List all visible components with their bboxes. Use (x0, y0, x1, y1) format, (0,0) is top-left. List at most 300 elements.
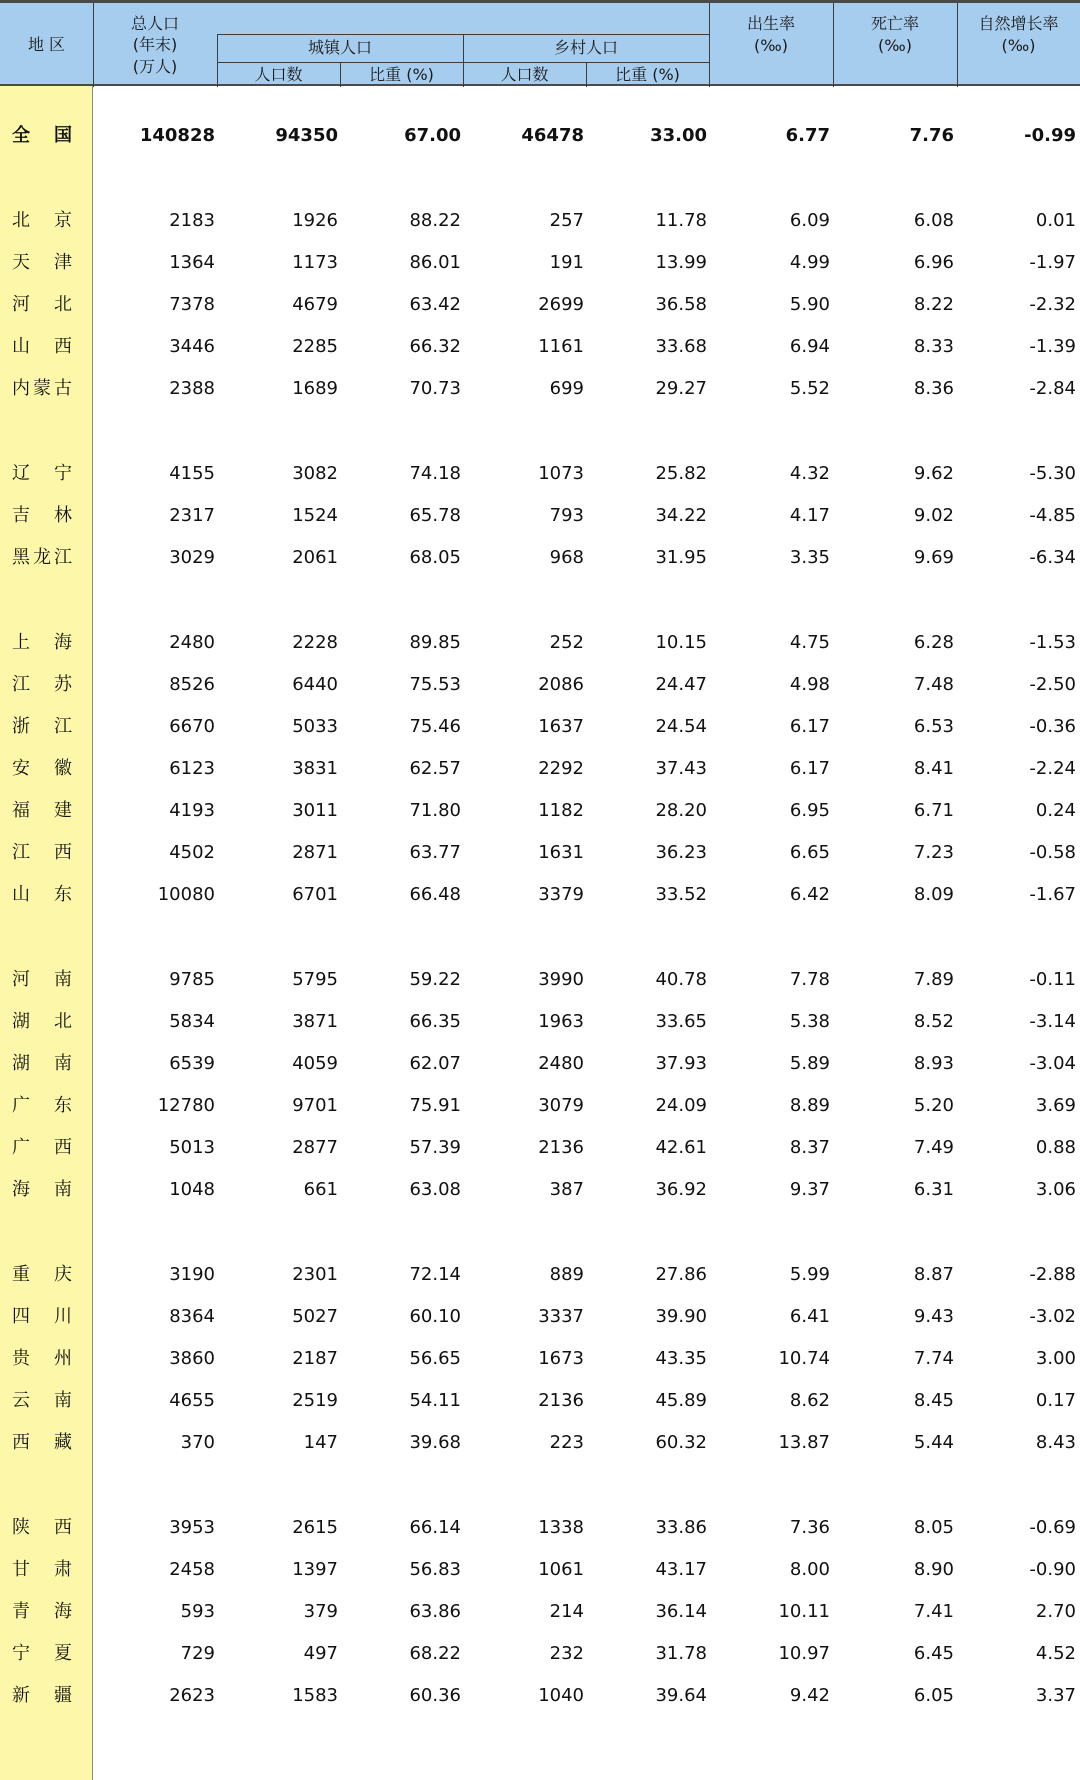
cell-natural-growth: 3.00 (1035, 1348, 1076, 1369)
cell-region: 山 西 (12, 336, 72, 357)
cell-death-rate: 6.71 (913, 800, 954, 821)
header-total-line-2: (年末) (132, 35, 178, 55)
cell-region: 内蒙古 (12, 378, 72, 399)
cell-urban-share: 66.32 (409, 336, 461, 357)
cell-birth-rate: 5.99 (789, 1264, 830, 1285)
cell-urban-population: 3871 (292, 1011, 338, 1032)
cell-region: 上 海 (12, 632, 72, 653)
cell-death-rate: 5.44 (913, 1432, 954, 1453)
cell-urban-population: 1926 (292, 210, 338, 231)
cell-total-population: 140828 (139, 125, 215, 146)
cell-rural-share: 31.78 (655, 1643, 707, 1664)
cell-natural-growth: -0.99 (1024, 125, 1076, 146)
cell-natural-growth: -0.11 (1029, 969, 1076, 990)
cell-birth-rate: 5.89 (789, 1053, 830, 1074)
cell-death-rate: 8.05 (913, 1517, 954, 1538)
header-urban-count: 人口数 (254, 64, 303, 84)
cell-birth-rate: 6.09 (789, 210, 830, 231)
cell-rural-share: 33.68 (655, 336, 707, 357)
cell-urban-share: 75.46 (409, 716, 461, 737)
cell-natural-growth: -2.24 (1029, 758, 1076, 779)
cell-natural-growth: 2.70 (1035, 1601, 1076, 1622)
cell-rural-population: 3337 (538, 1306, 584, 1327)
cell-total-population: 3029 (169, 547, 215, 568)
cell-region: 甘 肃 (12, 1559, 72, 1580)
table-row (0, 1342, 1080, 1376)
cell-rural-population: 1963 (538, 1011, 584, 1032)
table-row (0, 752, 1080, 786)
cell-natural-growth: -2.50 (1029, 674, 1076, 695)
table-row (0, 541, 1080, 575)
cell-total-population: 2480 (169, 632, 215, 653)
cell-total-population: 3446 (169, 336, 215, 357)
cell-rural-population: 1040 (538, 1685, 584, 1706)
cell-urban-share: 68.05 (409, 547, 461, 568)
cell-birth-rate: 8.89 (789, 1095, 830, 1116)
cell-total-population: 2458 (169, 1559, 215, 1580)
cell-rural-population: 2480 (538, 1053, 584, 1074)
table-row (0, 1300, 1080, 1334)
cell-total-population: 593 (180, 1601, 215, 1622)
cell-total-population: 3190 (169, 1264, 215, 1285)
header-urban-group: 城镇人口 (307, 38, 372, 58)
table-row (0, 1047, 1080, 1081)
header-death-line-1: 死亡率 (870, 14, 919, 33)
cell-rural-share: 36.23 (655, 842, 707, 863)
table-row (0, 1679, 1080, 1713)
cell-urban-population: 2877 (292, 1137, 338, 1158)
cell-total-population: 3860 (169, 1348, 215, 1369)
cell-urban-population: 2301 (292, 1264, 338, 1285)
cell-rural-population: 191 (549, 252, 584, 273)
cell-rural-share: 43.17 (655, 1559, 707, 1580)
cell-rural-population: 2086 (538, 674, 584, 695)
cell-urban-population: 4059 (292, 1053, 338, 1074)
cell-natural-growth: -4.85 (1029, 505, 1076, 526)
cell-rural-share: 36.58 (655, 294, 707, 315)
cell-region: 重 庆 (12, 1264, 72, 1285)
cell-urban-share: 59.22 (409, 969, 461, 990)
cell-birth-rate: 10.97 (778, 1643, 830, 1664)
cell-total-population: 2317 (169, 505, 215, 526)
cell-region: 湖 北 (12, 1011, 72, 1032)
cell-urban-share: 66.14 (409, 1517, 461, 1538)
cell-death-rate: 8.87 (913, 1264, 954, 1285)
cell-natural-growth: -3.14 (1029, 1011, 1076, 1032)
cell-birth-rate: 6.42 (789, 884, 830, 905)
cell-rural-share: 45.89 (655, 1390, 707, 1411)
cell-total-population: 4193 (169, 800, 215, 821)
table-row (0, 246, 1080, 280)
cell-rural-share: 13.99 (655, 252, 707, 273)
cell-rural-share: 33.00 (650, 125, 707, 146)
table-row (0, 499, 1080, 533)
cell-urban-share: 63.42 (409, 294, 461, 315)
cell-death-rate: 5.20 (913, 1095, 954, 1116)
cell-total-population: 1048 (169, 1179, 215, 1200)
cell-rural-population: 2292 (538, 758, 584, 779)
cell-urban-share: 54.11 (409, 1390, 461, 1411)
cell-rural-share: 24.54 (655, 716, 707, 737)
cell-total-population: 10080 (157, 884, 215, 905)
table-row (0, 204, 1080, 238)
cell-death-rate: 8.33 (913, 336, 954, 357)
cell-rural-share: 42.61 (655, 1137, 707, 1158)
table-row (0, 1637, 1080, 1671)
cell-rural-share: 10.15 (655, 632, 707, 653)
cell-total-population: 4655 (169, 1390, 215, 1411)
cell-rural-population: 214 (549, 1601, 584, 1622)
cell-rural-population: 2136 (538, 1390, 584, 1411)
cell-region: 北 京 (12, 210, 72, 231)
cell-total-population: 2623 (169, 1685, 215, 1706)
header-rural-group: 乡村人口 (553, 38, 618, 58)
cell-urban-population: 1689 (292, 378, 338, 399)
cell-birth-rate: 13.87 (778, 1432, 830, 1453)
cell-total-population: 2183 (169, 210, 215, 231)
cell-urban-population: 2285 (292, 336, 338, 357)
cell-birth-rate: 4.98 (789, 674, 830, 695)
cell-total-population: 4502 (169, 842, 215, 863)
table-row (0, 288, 1080, 322)
table-row (0, 457, 1080, 491)
cell-region: 陕 西 (12, 1517, 72, 1538)
cell-total-population: 3953 (169, 1517, 215, 1538)
cell-urban-share: 60.10 (409, 1306, 461, 1327)
cell-urban-share: 68.22 (409, 1643, 461, 1664)
cell-region: 新 疆 (12, 1685, 72, 1706)
cell-urban-share: 62.07 (409, 1053, 461, 1074)
cell-death-rate: 7.74 (913, 1348, 954, 1369)
cell-rural-population: 3990 (538, 969, 584, 990)
cell-urban-population: 147 (303, 1432, 338, 1453)
table-row (0, 372, 1080, 406)
cell-region: 天 津 (12, 252, 72, 273)
cell-urban-share: 57.39 (409, 1137, 461, 1158)
cell-death-rate: 6.31 (913, 1179, 954, 1200)
cell-urban-population: 2228 (292, 632, 338, 653)
cell-birth-rate: 4.17 (789, 505, 830, 526)
cell-region: 安 徽 (12, 758, 72, 779)
cell-natural-growth: -2.88 (1029, 1264, 1076, 1285)
cell-rural-share: 36.92 (655, 1179, 707, 1200)
cell-total-population: 12780 (157, 1095, 215, 1116)
cell-natural-growth: -2.32 (1029, 294, 1076, 315)
cell-natural-growth: 8.43 (1035, 1432, 1076, 1453)
cell-region: 河 北 (12, 294, 72, 315)
table-row (0, 1258, 1080, 1292)
cell-rural-share: 31.95 (655, 547, 707, 568)
header-growth-line-1: 自然增长率 (978, 14, 1059, 33)
table-row (0, 794, 1080, 828)
cell-death-rate: 8.45 (913, 1390, 954, 1411)
cell-birth-rate: 4.99 (789, 252, 830, 273)
cell-region: 浙 江 (12, 716, 72, 737)
cell-rural-population: 2136 (538, 1137, 584, 1158)
cell-urban-population: 3011 (292, 800, 338, 821)
cell-region: 广 西 (12, 1137, 72, 1158)
cell-total-population: 9785 (169, 969, 215, 990)
cell-rural-share: 29.27 (655, 378, 707, 399)
cell-region: 全 国 (12, 125, 72, 146)
table-row (0, 1131, 1080, 1165)
cell-urban-share: 67.00 (404, 125, 461, 146)
cell-urban-population: 5027 (292, 1306, 338, 1327)
cell-urban-population: 5033 (292, 716, 338, 737)
header-region: 地 区 (27, 35, 66, 55)
cell-total-population: 2388 (169, 378, 215, 399)
cell-region: 辽 宁 (12, 463, 72, 484)
cell-urban-population: 1583 (292, 1685, 338, 1706)
table-row (0, 836, 1080, 870)
cell-region: 贵 州 (12, 1348, 72, 1369)
cell-birth-rate: 7.78 (789, 969, 830, 990)
cell-natural-growth: -1.53 (1029, 632, 1076, 653)
cell-rural-share: 60.32 (655, 1432, 707, 1453)
cell-region: 湖 南 (12, 1053, 72, 1074)
cell-rural-population: 46478 (521, 125, 584, 146)
cell-urban-population: 6440 (292, 674, 338, 695)
cell-urban-share: 88.22 (409, 210, 461, 231)
cell-rural-share: 33.65 (655, 1011, 707, 1032)
header-birth-line-2: (‰) (754, 35, 788, 55)
cell-death-rate: 7.49 (913, 1137, 954, 1158)
cell-rural-population: 793 (549, 505, 584, 526)
cell-birth-rate: 9.42 (789, 1685, 830, 1706)
table-row-national (0, 119, 1080, 153)
cell-death-rate: 8.22 (913, 294, 954, 315)
cell-birth-rate: 5.52 (789, 378, 830, 399)
cell-rural-share: 37.43 (655, 758, 707, 779)
cell-region: 广 东 (12, 1095, 72, 1116)
cell-rural-share: 24.47 (655, 674, 707, 695)
cell-region: 黑龙江 (12, 547, 72, 568)
cell-rural-population: 1161 (538, 336, 584, 357)
cell-urban-share: 70.73 (409, 378, 461, 399)
cell-birth-rate: 8.62 (789, 1390, 830, 1411)
table-row (0, 1553, 1080, 1587)
table-row (0, 1511, 1080, 1545)
table-row (0, 1595, 1080, 1629)
cell-rural-share: 34.22 (655, 505, 707, 526)
cell-birth-rate: 3.35 (789, 547, 830, 568)
cell-rural-share: 33.86 (655, 1517, 707, 1538)
cell-urban-population: 94350 (275, 125, 338, 146)
cell-death-rate: 9.02 (913, 505, 954, 526)
cell-urban-share: 86.01 (409, 252, 461, 273)
cell-rural-population: 968 (549, 547, 584, 568)
cell-death-rate: 7.76 (909, 125, 954, 146)
cell-natural-growth: -1.97 (1029, 252, 1076, 273)
cell-birth-rate: 9.37 (789, 1179, 830, 1200)
cell-total-population: 729 (180, 1643, 215, 1664)
cell-birth-rate: 6.94 (789, 336, 830, 357)
table-row (0, 1005, 1080, 1039)
cell-birth-rate: 6.41 (789, 1306, 830, 1327)
cell-natural-growth: 3.37 (1035, 1685, 1076, 1706)
cell-death-rate: 8.90 (913, 1559, 954, 1580)
cell-rural-share: 37.93 (655, 1053, 707, 1074)
cell-natural-growth: -0.36 (1029, 716, 1076, 737)
cell-death-rate: 6.28 (913, 632, 954, 653)
table-row (0, 626, 1080, 660)
cell-rural-population: 1338 (538, 1517, 584, 1538)
cell-region: 山 东 (12, 884, 72, 905)
cell-region: 江 西 (12, 842, 72, 863)
cell-urban-population: 5795 (292, 969, 338, 990)
cell-rural-share: 28.20 (655, 800, 707, 821)
cell-rural-share: 24.09 (655, 1095, 707, 1116)
cell-urban-population: 2519 (292, 1390, 338, 1411)
cell-total-population: 5834 (169, 1011, 215, 1032)
cell-rural-share: 33.52 (655, 884, 707, 905)
cell-urban-share: 72.14 (409, 1264, 461, 1285)
cell-region: 江 苏 (12, 674, 72, 695)
cell-rural-population: 223 (549, 1432, 584, 1453)
cell-death-rate: 6.05 (913, 1685, 954, 1706)
cell-natural-growth: 0.88 (1035, 1137, 1076, 1158)
cell-region: 宁 夏 (12, 1643, 72, 1664)
header-rural-count: 人口数 (500, 64, 549, 84)
cell-death-rate: 8.41 (913, 758, 954, 779)
header-growth-line-2: (‰) (1001, 35, 1036, 55)
cell-total-population: 6539 (169, 1053, 215, 1074)
cell-death-rate: 7.48 (913, 674, 954, 695)
cell-region: 青 海 (12, 1601, 72, 1622)
cell-urban-share: 62.57 (409, 758, 461, 779)
cell-region: 云 南 (12, 1390, 72, 1411)
cell-urban-population: 2615 (292, 1517, 338, 1538)
cell-birth-rate: 6.95 (789, 800, 830, 821)
cell-urban-population: 1173 (292, 252, 338, 273)
cell-urban-population: 1397 (292, 1559, 338, 1580)
cell-birth-rate: 8.00 (789, 1559, 830, 1580)
cell-total-population: 8526 (169, 674, 215, 695)
cell-birth-rate: 6.77 (785, 125, 830, 146)
cell-urban-population: 2061 (292, 547, 338, 568)
cell-natural-growth: -5.30 (1029, 463, 1076, 484)
cell-birth-rate: 5.90 (789, 294, 830, 315)
cell-rural-population: 1182 (538, 800, 584, 821)
cell-death-rate: 9.69 (913, 547, 954, 568)
cell-total-population: 8364 (169, 1306, 215, 1327)
cell-rural-share: 43.35 (655, 1348, 707, 1369)
cell-birth-rate: 7.36 (789, 1517, 830, 1538)
cell-total-population: 6670 (169, 716, 215, 737)
cell-urban-share: 56.83 (409, 1559, 461, 1580)
cell-urban-share: 71.80 (409, 800, 461, 821)
cell-total-population: 4155 (169, 463, 215, 484)
cell-natural-growth: -6.34 (1029, 547, 1076, 568)
cell-urban-share: 56.65 (409, 1348, 461, 1369)
table-row (0, 330, 1080, 364)
cell-urban-population: 1524 (292, 505, 338, 526)
cell-death-rate: 9.43 (913, 1306, 954, 1327)
cell-region: 西 藏 (12, 1432, 72, 1453)
cell-natural-growth: -1.39 (1029, 336, 1076, 357)
cell-rural-population: 1637 (538, 716, 584, 737)
cell-rural-population: 232 (549, 1643, 584, 1664)
cell-total-population: 5013 (169, 1137, 215, 1158)
cell-region: 四 川 (12, 1306, 72, 1327)
cell-urban-share: 60.36 (409, 1685, 461, 1706)
cell-urban-share: 74.18 (409, 463, 461, 484)
cell-rural-share: 25.82 (655, 463, 707, 484)
cell-natural-growth: -0.90 (1029, 1559, 1076, 1580)
cell-rural-population: 257 (549, 210, 584, 231)
cell-total-population: 370 (180, 1432, 215, 1453)
cell-rural-population: 699 (549, 378, 584, 399)
cell-natural-growth: 0.24 (1035, 800, 1076, 821)
cell-urban-population: 379 (303, 1601, 338, 1622)
cell-birth-rate: 10.74 (778, 1348, 830, 1369)
cell-region: 福 建 (12, 800, 72, 821)
cell-birth-rate: 5.38 (789, 1011, 830, 1032)
cell-birth-rate: 8.37 (789, 1137, 830, 1158)
table-row (0, 878, 1080, 912)
header-total-line-3: (万人) (132, 56, 178, 76)
cell-urban-share: 75.53 (409, 674, 461, 695)
cell-total-population: 7378 (169, 294, 215, 315)
cell-death-rate: 7.23 (913, 842, 954, 863)
cell-urban-share: 75.91 (409, 1095, 461, 1116)
cell-rural-population: 3379 (538, 884, 584, 905)
cell-death-rate: 8.93 (913, 1053, 954, 1074)
cell-rural-share: 27.86 (655, 1264, 707, 1285)
cell-rural-share: 36.14 (655, 1601, 707, 1622)
cell-natural-growth: -2.84 (1029, 378, 1076, 399)
cell-death-rate: 8.09 (913, 884, 954, 905)
cell-natural-growth: 3.69 (1035, 1095, 1076, 1116)
cell-urban-population: 497 (303, 1643, 338, 1664)
cell-death-rate: 8.52 (913, 1011, 954, 1032)
cell-death-rate: 7.41 (913, 1601, 954, 1622)
cell-region: 吉 林 (12, 505, 72, 526)
table-row (0, 963, 1080, 997)
cell-urban-population: 3082 (292, 463, 338, 484)
cell-rural-share: 11.78 (655, 210, 707, 231)
cell-urban-population: 2187 (292, 1348, 338, 1369)
cell-death-rate: 8.36 (913, 378, 954, 399)
cell-urban-population: 4679 (292, 294, 338, 315)
cell-rural-population: 1061 (538, 1559, 584, 1580)
header-death-line-2: (‰) (878, 35, 912, 55)
cell-urban-population: 661 (303, 1179, 338, 1200)
table-row (0, 1384, 1080, 1418)
cell-birth-rate: 4.75 (789, 632, 830, 653)
cell-total-population: 1364 (169, 252, 215, 273)
cell-natural-growth: 0.01 (1035, 210, 1076, 231)
cell-rural-population: 1673 (538, 1348, 584, 1369)
table-row (0, 710, 1080, 744)
cell-urban-population: 9701 (292, 1095, 338, 1116)
cell-total-population: 6123 (169, 758, 215, 779)
cell-urban-population: 2871 (292, 842, 338, 863)
cell-natural-growth: -0.58 (1029, 842, 1076, 863)
cell-urban-share: 66.35 (409, 1011, 461, 1032)
cell-death-rate: 6.08 (913, 210, 954, 231)
header-total-line-1: 总人口 (130, 13, 179, 33)
cell-birth-rate: 6.17 (789, 758, 830, 779)
cell-death-rate: 9.62 (913, 463, 954, 484)
table-row (0, 1173, 1080, 1207)
cell-birth-rate: 4.32 (789, 463, 830, 484)
cell-urban-population: 3831 (292, 758, 338, 779)
cell-rural-population: 889 (549, 1264, 584, 1285)
cell-urban-share: 63.08 (409, 1179, 461, 1200)
table-row (0, 668, 1080, 702)
cell-natural-growth: 4.52 (1035, 1643, 1076, 1664)
